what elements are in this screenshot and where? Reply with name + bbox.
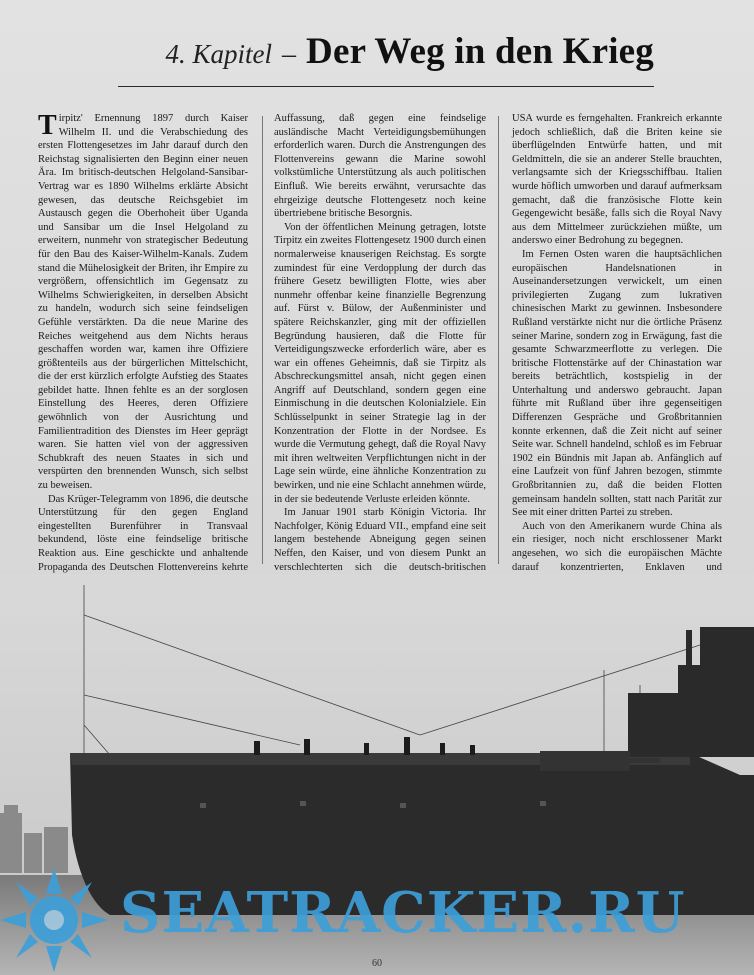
paragraph: [38, 112, 248, 493]
seatracker-logo-icon: [0, 868, 112, 972]
paragraph: Im Fernen Osten waren die hauptsächlichen europäischen Handelsnationen in Auseinandersetzungen verwickelt, um einen privilegierten Zugang zum lukrativen chinesischen Markt zu gewinnen. Insbesondere Rußland verstärkte nicht nur die örtliche Präsenz seiner Marine, sondern zog in Erwägung, fast die gesamte Schwarzmeerflotte zu verlegen. Die britische Flottenstärke auf der Chinastation war bereits beträchtlich, kostspielig in der Unterhaltung und anderswo gebraucht. Japan führte mit Rußland über ihre gegenseitigen Differenzen Gespräche und Großbritannien konnte erkennen, daß die Zeit nicht auf seiner Seite war. Schnell handelnd, schloß es im Februar 1902 ein Bündnis mit Japan ab. Anfänglich auf eine Laufzeit von fünf Jahren bezogen, stimmte Großbritannien zu, daß die beiden Flotten gemeinsam handeln sollten, statt nach Parität zur See mit einer dritten Partei zu streben.: [512, 248, 722, 519]
chapter-title: Der Weg in den Krieg: [306, 31, 654, 72]
paragraph: Von der öffentlichen Meinung getragen, lotste Tirpitz ein zweites Flottengesetz 1900 durch einen normalerweise knauserigen Reichstag. Es sorgte zumindest für eine Verdopplung der durch das frühere Gesetz bewilligten Flotte, wies aber nunmehr offenbar keine finanzielle Begrenzung auf. Fürst v. Bülow, der Außenminister und spätere Reichskanzler, ging mit der offiziellen Begründung hausieren, daß die Flotte für Verteidigungszwecke erforderlich wäre, aber es war ein offenes Geheimnis, daß sie Tirpitz als Abschreckungsmittel ansah, nicht gegen einen Angriff auf Deutschland, sondern gegen eine Einmischung in die deutschen Kolonialziele. Ein Schlüsselpunkt in seiner Strategie lag in der Konzentration der Flotte in der Nordsee. Es wurde die Vermutung gehegt, daß die Royal Navy mit ihren weltweiten Verpflichtungen nicht in der Lage sein würde, eine ähnliche Konzentration zu bewirken, und nie eine Schlacht annehmen würde, in der sie bedeutende Verluste erleiden könnte.: [274, 221, 486, 505]
paragraph: Auch von den Amerikanern wurde China als ein riesiger, noch nicht erschlossener Markt angesehen, wo sich die europäischen Mächte darauf konzentrierten, Enklaven und: [512, 520, 722, 573]
text-column-1: [38, 110, 248, 573]
text-columns: [38, 110, 722, 573]
paragraph: USA wurde es ferngehalten. Frankreich erkannte jedoch schließlich, daß die Briten keine sie überflügelnden Entwürfe hatten, und mit Geldmitteln, die sie an anderer Stelle brauchten, verlangsamte sich der Kriegsschiffbau. Italien wurde höflich umworben und darauf aufmerksam gemacht, daß die französische Flotte kein Gegengewicht besäße, falls sich die Royal Navy aus dem Mittelmeer zurückziehen müßte, um anderswo einer Bedrohung zu begegnen.: [512, 113, 722, 247]
column-rule: [262, 116, 263, 564]
paragraph: Das Krüger-Telegramm von 1896, die deutsche Unterstützung für den gegen England eingestellten Burenführer in Transvaal bekundend, löste eine feindselige britische Reaktion aus. Eine geschickte und anhaltende Propaganda des Deutschen Flottenvereins kehrte: [38, 493, 248, 573]
text-column-3: [512, 112, 722, 573]
paragraph: Auffassung, daß gegen eine feindselige ausländische Macht Verteidigungsbemühungen erforderlich waren. Durch die Anstrengungen des Flottenvereins gewann die Marine sowohl volkstümliche Unterstützung als auch politischen Einfluß. Wie bereits erwähnt, verursachte das ehrgeizige deutsche Flottengesetz noch keine übertriebene britische Besorgnis.: [274, 113, 486, 220]
chapter-dash: –: [282, 39, 297, 70]
chapter-header: [118, 30, 654, 87]
page-number: 60: [372, 958, 382, 969]
paragraph: Im Januar 1901 starb Königin Victoria. Ihr Nachfolger, König Eduard VII., empfand eine seit langem bestehende Abneigung gegen seinen Neffen, den Kaiser, und von diesem Punkt an verschlechterten sich die deutsch-britischen: [274, 507, 486, 573]
paragraph-text: irpitz' Ernennung 1897 durch Kaiser Wilhelm II. und die Verabschiedung des ersten Flottengesetzes im Jahr darauf durch den Reichstag signalisierten den Beginn einer neuen Ära. Im britisch-deutschen Helgoland-Sansibar-Vertrag war es 1890 Wilhelms erklärte Absicht gewesen, das deutsche Reichsgebiet im Austausch gegen die Oberhoheit über Uganda und Sansibar um die Insel Helgoland zu erweitern, nunmehr von strategischer Bedeutung für den Bau des Kaiser-Wilhelm-Kanals. Zudem stand die Mühelosigkeit der Briten, ihr Empire zu vergrößern, offensichtlich im Gegensatz zu Wilhelms Schwierigkeiten, in derselben Absicht zu handeln, wodurch sich seine feindseligen Gefühle verstärkten. Da die neue Marine des Reiches weitgehend aus dem Nichts heraus geschaffen worden war, kamen ihre Offiziere größtenteils aus der bürgerlichen Mittelschicht, die der erst kürzlich erfolgte Aufstieg des Staates gebildet hatte. Ihnen fehlte es an der sorglosen Einstellung des Heeres, deren Offiziere gewöhnlich von der Ausrichtung und Familientradition des Dienstes im Heer geprägt waren. Sie hatten viel von der aggressiven Schubkraft des neuen Staates in sich und verspürten den brennenden Wunsch, sich selbst zu beweisen.: [38, 113, 248, 492]
watermark-text: SEATRACKER.RU: [120, 880, 686, 946]
column-rule: [498, 116, 499, 564]
text-column-2: [274, 112, 486, 573]
drop-cap: T: [38, 110, 57, 141]
chapter-number: 4. Kapitel: [165, 39, 273, 69]
